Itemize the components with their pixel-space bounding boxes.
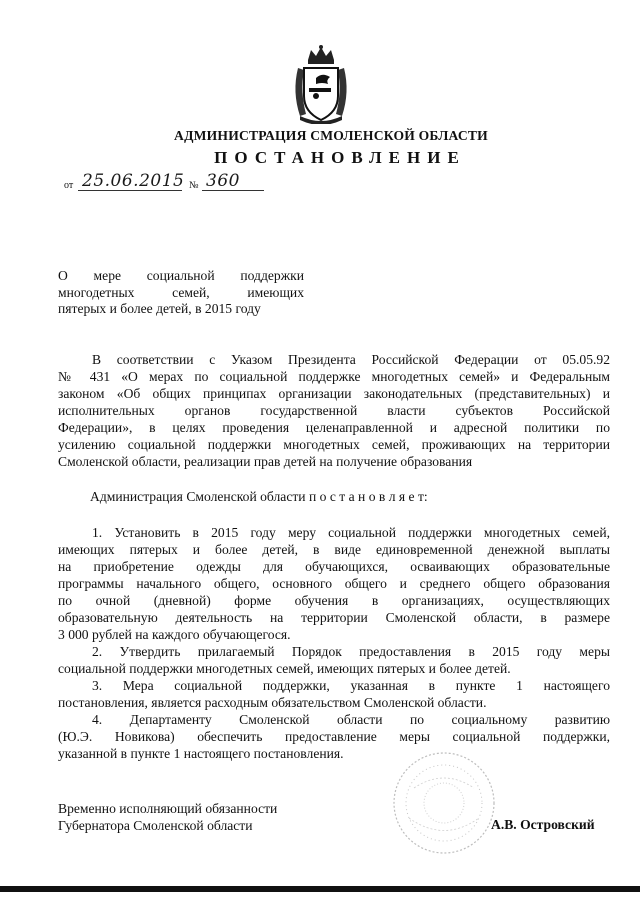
preamble-line: В соответствии с Указом Президента Российской Федерации от 05.05.92: [92, 352, 610, 367]
signatory-position-line: Губернатора Смоленской области: [58, 818, 253, 833]
date-handwritten: 25.06.2015: [82, 171, 185, 191]
preamble-line: № 431 «О мерах по социальной поддержке многодетных семей» и Федеральным: [58, 369, 610, 384]
number-prefix-label: №: [189, 180, 199, 191]
preamble-line: законом «Об общих принципах организации законодательных (представительных) и: [58, 386, 610, 401]
resolution-item-2: [58, 643, 610, 677]
coat-of-arms-emblem: [286, 44, 356, 124]
item-line: социальной поддержки многодетных семей, имеющих пятерых и более детей.: [58, 661, 511, 676]
resolution-item-4: [58, 711, 610, 762]
preamble-paragraph: [58, 351, 610, 470]
item-line: по очной (дневной) форме обучения в организациях, осуществляющих: [58, 593, 610, 608]
number-handwritten: 360: [206, 171, 240, 191]
signatory-name: А.В. Островский: [491, 817, 595, 832]
item-line: (Ю.Э. Новикова) обеспечить предоставление меры социальной поддержки,: [58, 729, 610, 744]
preamble-line: усилению социальной поддержки многодетных семей, проживающих на территории: [58, 437, 610, 452]
signatory-position: [58, 800, 277, 834]
item-line: 3 000 рублей на каждого обучающегося.: [58, 627, 291, 642]
item-line: на приобретение одежды для обучающихся, осваивающих образовательные: [58, 559, 610, 574]
item-line: постановления, является расходным обязательством Смоленской области.: [58, 695, 487, 710]
item-line: 3. Мера социальной поддержки, указанная в пункте 1 настоящего: [92, 678, 610, 693]
item-line: 4. Департаменту Смоленской области по социальному развитию: [92, 712, 610, 727]
item-line: 2. Утвердить прилагаемый Порядок предоставления в 2015 году меры: [92, 644, 610, 659]
organization-title: АДМИНИСТРАЦИЯ СМОЛЕНСКОЙ ОБЛАСТИ: [174, 128, 488, 143]
document-type-title: ПОСТАНОВЛЕНИЕ: [214, 148, 466, 167]
decree-statement: Администрация Смоленской области п о с т а н о в л я е т:: [90, 489, 428, 504]
preamble-line: Федерации», в целях проведения целенаправленной и адресной политики по: [58, 420, 610, 435]
date-prefix-label: от: [64, 180, 74, 191]
subject-line: многодетных семей, имеющих: [58, 284, 304, 300]
document-subject: [58, 268, 304, 318]
resolution-items: [58, 524, 610, 762]
bottom-scan-border: [0, 886, 640, 892]
subject-line: О мере социальной поддержки: [58, 268, 304, 283]
preamble-line: Смоленской области, реализации прав детей на получение образования: [58, 454, 473, 469]
resolution-item-1: [58, 524, 610, 643]
date-number-line: [64, 172, 304, 194]
item-line: образовательную деятельность на территории Смоленской области, в размере: [58, 610, 610, 625]
resolution-item-3: [58, 677, 610, 711]
preamble-line: исполнительных органов государственной власти субъектов Российской: [58, 403, 610, 418]
item-line: 1. Установить в 2015 году меру социальной поддержки многодетных семей,: [92, 525, 610, 540]
item-line: указанной в пункте 1 настоящего постановления.: [58, 746, 344, 761]
item-line: программы начального общего, основного общего и среднего общего образования: [58, 576, 610, 591]
item-line: имеющих пятерых и более детей, в виде единовременной денежной выплаты: [58, 542, 610, 557]
signatory-position-line: Временно исполняющий обязанности: [58, 801, 278, 816]
subject-line: пятерых и более детей, в 2015 году: [58, 301, 261, 316]
official-seal-stamp: [384, 748, 504, 858]
